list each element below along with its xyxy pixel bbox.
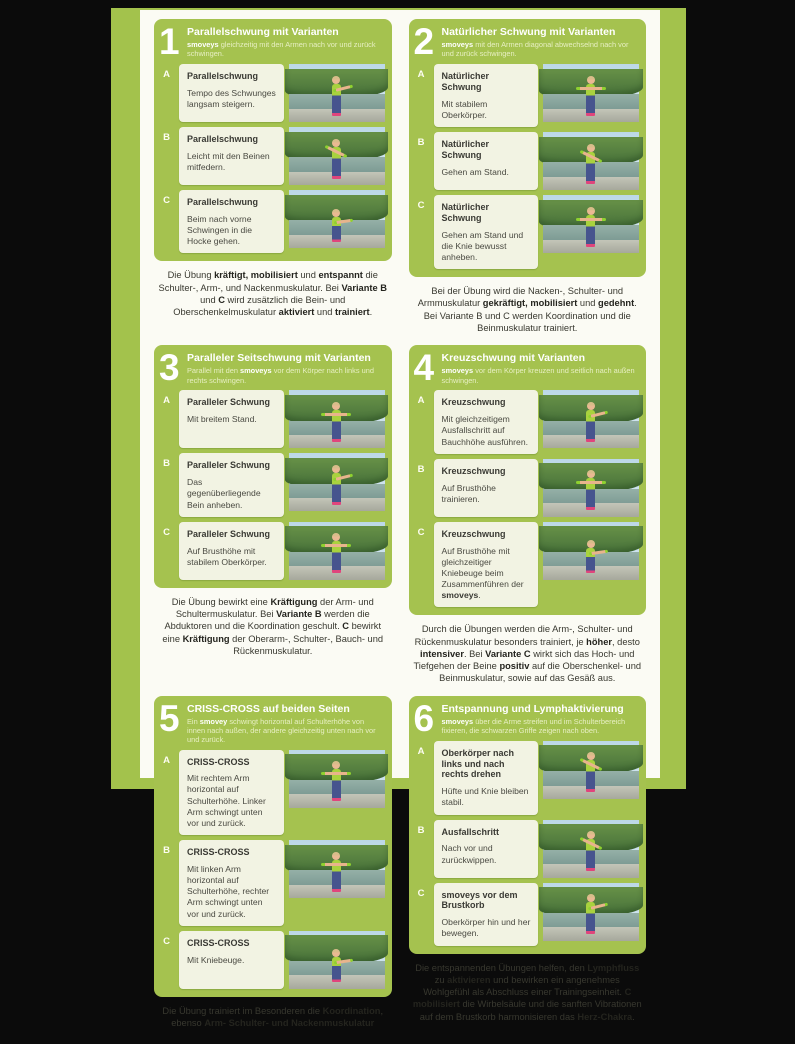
exercise-photo — [289, 453, 385, 511]
section-title: Parallelschwung mit Varianten — [187, 26, 339, 38]
section-2 — [409, 19, 647, 345]
section-subtitle: smoveys gleichzeitig mit den Armen nach vor und zurück schwingen. — [187, 40, 376, 59]
variant-name: Natürlicher Schwung — [441, 139, 490, 160]
variant-row-a — [414, 390, 640, 453]
variant-desc: Auf Brusthöhe mit gleichzeitiger Kniebeuge beim Zusammenführen der smoveys. — [441, 545, 524, 601]
variant-row-c — [414, 883, 640, 946]
section-5 — [154, 696, 392, 1041]
variant-desc: Nach vor und zurückwippen. — [441, 843, 497, 865]
exercise-photo — [289, 931, 385, 989]
variant-name: Paralleler Schwung — [187, 460, 271, 471]
variant-card — [179, 840, 284, 926]
section-number: 3 — [159, 347, 178, 389]
exercise-photo — [543, 522, 639, 580]
person-figure — [332, 957, 341, 982]
section-title: Kreuzschwung mit Varianten — [441, 352, 586, 365]
section-3 — [154, 345, 392, 695]
variant-row-b — [159, 127, 385, 185]
variant-desc: Mit Kniebeuge. — [187, 954, 245, 965]
variant-card — [179, 522, 284, 580]
variant-desc: Mit gleichzeitigem Ausfallschritt auf Bauchhöhe ausführen. — [441, 414, 528, 447]
section-6-panel — [409, 696, 647, 954]
exercise-photo — [543, 390, 639, 448]
variant-card — [179, 453, 284, 516]
variant-name: smoveys vor dem Brustkorb — [441, 889, 518, 911]
section-3-panel — [154, 345, 392, 587]
variant-card — [179, 127, 284, 185]
section-subtitle: Ein smovey schwingt horizontal auf Schulterhöhe von innen nach außen, der andere gleichzeitig unten nach vor und zurück. — [187, 716, 376, 745]
exercise-photo — [289, 390, 385, 448]
person-figure — [586, 410, 595, 442]
variant-card — [434, 132, 539, 190]
variant-desc: Das gegenüberliegende Bein anheben. — [187, 477, 261, 510]
variant-letter: C — [163, 526, 170, 538]
variant-row-a — [159, 750, 385, 836]
section-subtitle: smoveys mit den Armen diagonal abwechselnd nach vor und zurück schwingen. — [441, 40, 629, 59]
exercise-photo — [289, 64, 385, 122]
variant-desc: Mit rechtem Arm horizontal auf Schulterhöhe. Linker Arm schwingt unten vor und zurück. — [187, 773, 266, 828]
variant-card — [179, 390, 284, 448]
person-figure — [586, 478, 595, 510]
variant-letter: A — [417, 395, 425, 407]
variant-letter: A — [163, 69, 170, 81]
variant-row-b — [414, 820, 640, 878]
variant-letter: A — [417, 745, 425, 757]
variant-letter: A — [417, 69, 425, 81]
variant-desc: Gehen am Stand und die Knie bewusst anheben. — [441, 229, 524, 263]
variant-card — [179, 64, 284, 122]
variant-name: CRISS-CROSS — [187, 937, 250, 948]
exercise-photo — [543, 459, 639, 517]
variant-name: Natürlicher Schwung — [441, 202, 490, 223]
section-4-panel — [409, 345, 647, 615]
variant-row-c — [159, 190, 385, 253]
variant-letter: B — [417, 463, 425, 475]
variant-card — [179, 931, 284, 989]
variant-desc: Mit linken Arm horizontal auf Schulterhöhe, rechter Arm schwingt unten vor und zurück. — [187, 863, 270, 919]
variant-name: Parallelschwung — [187, 197, 259, 208]
variant-desc: Gehen am Stand. — [441, 166, 509, 177]
section-footer: Die Übung kräftigt, mobilisiert und entspannt die Schulter-, Arm-, und Nackenmuskulatur. Bei Variante B und C wird zusätzlich die Bein- und Oberschenkelmuskulatur aktiviert und trainiert. — [158, 270, 387, 318]
variant-row-b — [414, 132, 640, 190]
exercise-photo — [543, 820, 639, 878]
section-footer: Die entspannenden Übungen helfen, den Lymphfluss zu aktivieren und bewirken ein angenehmes Wohlgefühl als Abschluss einer Trainingseinheit. C mobilisiert die Wirbelsäule und die sanften Vibrationen auf dem Brustkorb harmonisieren das Herz-Chakra. — [412, 962, 642, 1022]
section-footer: Bei der Übung wird die Nacken-, Schulter- und Armmuskulatur gekräftigt, mobilisiert und gedehnt. Bei Variante B und C werden Koordination und die Beinmuskulatur trainiert. — [417, 286, 637, 333]
person-figure — [332, 84, 341, 116]
variant-letter: B — [417, 137, 425, 149]
exercise-sheet-page — [111, 8, 686, 1029]
exercise-photo — [289, 750, 385, 808]
section-number: 4 — [413, 347, 433, 389]
exercise-photo — [543, 132, 639, 190]
section-number: 6 — [413, 697, 433, 739]
variant-name: Paralleler Schwung — [187, 528, 271, 539]
variant-letter: A — [163, 754, 170, 766]
person-figure — [586, 760, 595, 792]
section-subtitle: smoveys vor dem Körper kreuzen und seitlich nach außen schwingen. — [441, 366, 635, 385]
variant-letter: B — [163, 132, 170, 144]
variant-name: Oberkörper nach links und nach rechts drehen — [441, 747, 515, 780]
variant-name: Kreuzschwung — [441, 465, 506, 476]
variant-desc: Auf Brusthöhe trainieren. — [441, 482, 496, 504]
person-figure — [332, 860, 341, 892]
variant-name: Parallelschwung — [187, 71, 259, 82]
person-figure — [332, 147, 341, 179]
exercise-photo — [289, 190, 385, 248]
section-subtitle: Parallel mit den smoveys vor dem Körper nach links und rechts schwingen. — [187, 366, 374, 385]
variant-row-a — [159, 390, 385, 448]
variant-name: Kreuzschwung — [441, 397, 506, 408]
variant-card — [179, 750, 284, 836]
variant-name: Paralleler Schwung — [187, 397, 271, 408]
person-figure — [332, 410, 341, 442]
person-figure — [586, 215, 595, 247]
exercise-photo — [289, 522, 385, 580]
variant-row-b — [159, 453, 385, 516]
variant-card — [434, 820, 539, 878]
variant-letter: B — [163, 845, 170, 857]
exercise-photo — [289, 127, 385, 185]
exercise-photo — [543, 883, 639, 941]
section-5-panel — [154, 696, 392, 997]
variant-letter: C — [417, 200, 425, 212]
variant-letter: C — [163, 195, 170, 207]
section-number: 1 — [159, 21, 178, 62]
variant-name: Natürlicher Schwung — [441, 71, 490, 92]
variant-name: Kreuzschwung — [441, 528, 506, 539]
variant-name: CRISS-CROSS — [187, 847, 250, 858]
person-figure — [332, 217, 341, 242]
section-footer: Die Übung trainiert im Besonderen die Koordination, ebenso Arm- Schulter- und Nackenmuskulatur — [162, 1005, 384, 1029]
variant-row-a — [159, 64, 385, 122]
exercise-photo — [543, 195, 639, 253]
sheet-white-area — [140, 10, 660, 1029]
variant-desc: Auf Brusthöhe mit stabilem Oberkörper. — [187, 545, 267, 567]
section-footer: Durch die Übungen werden die Arm-, Schulter- und Rückenmuskulatur besonders trainiert, je höher, desto intensiver. Bei Variante C wirkt sich das Hoch- und Tiefgehen der Beine positiv auf die Oberschenkel- und Beinmuskulatur, sowie auf das Gesäß aus. — [413, 624, 642, 684]
variant-card — [434, 64, 539, 127]
person-figure — [332, 769, 341, 801]
variant-card — [434, 459, 539, 517]
person-figure — [586, 839, 595, 871]
section-6 — [409, 696, 647, 1041]
variant-row-c — [159, 522, 385, 580]
exercise-photo — [543, 64, 639, 122]
variant-row-c — [159, 931, 385, 989]
section-1 — [154, 19, 392, 345]
variant-desc: Mit stabilem Oberkörper. — [441, 98, 488, 120]
person-figure — [586, 548, 595, 573]
exercise-photo — [289, 840, 385, 898]
sections-grid — [140, 10, 660, 1044]
variant-desc: Leicht mit den Beinen mitfedern. — [187, 150, 270, 173]
exercise-photo — [543, 741, 639, 799]
person-figure — [586, 902, 595, 934]
variant-letter: B — [417, 824, 425, 836]
variant-row-c — [414, 195, 640, 269]
variant-desc: Tempo des Schwunges langsam steigern. — [187, 87, 276, 110]
variant-letter: A — [163, 395, 170, 407]
section-2-panel — [409, 19, 647, 277]
variant-desc: Mit breitem Stand. — [187, 414, 257, 425]
variant-row-b — [159, 840, 385, 926]
section-title: Natürlicher Schwung mit Varianten — [441, 26, 616, 38]
section-number: 2 — [413, 21, 433, 62]
variant-letter: B — [163, 458, 170, 470]
variant-letter: C — [163, 935, 170, 947]
section-title: Entspannung und Lymphaktivierung — [441, 702, 624, 715]
person-figure — [332, 541, 341, 573]
variant-card — [434, 522, 539, 608]
section-4 — [409, 345, 647, 695]
variant-card — [434, 741, 539, 815]
variant-card — [179, 190, 284, 253]
person-figure — [586, 152, 595, 184]
variant-row-b — [414, 459, 640, 517]
variant-name: Ausfallschritt — [441, 826, 500, 837]
variant-card — [434, 195, 539, 269]
section-subtitle: smoveys über die Arme streifen und im Schulterbereich fixieren, die schwarzen Griffe zeigen nach oben. — [441, 716, 626, 735]
variant-desc: Beim nach vorne Schwingen in die Hocke gehen. — [187, 213, 252, 247]
variant-row-c — [414, 522, 640, 608]
variant-letter: C — [417, 887, 425, 899]
variant-card — [434, 883, 539, 946]
variant-desc: Hüfte und Knie bleiben stabil. — [441, 786, 529, 808]
variant-desc: Oberkörper hin und her bewegen. — [441, 917, 531, 939]
person-figure — [586, 84, 595, 116]
variant-name: CRISS-CROSS — [187, 756, 250, 767]
variant-row-a — [414, 64, 640, 127]
section-title: Paralleler Seitschwung mit Varianten — [187, 352, 371, 365]
variant-card — [434, 390, 539, 453]
section-title: CRISS-CROSS auf beiden Seiten — [187, 702, 350, 715]
variant-name: Parallelschwung — [187, 134, 259, 145]
variant-letter: C — [417, 526, 425, 538]
variant-row-a — [414, 741, 640, 815]
section-1-panel — [154, 19, 392, 261]
section-footer: Die Übung bewirkt eine Kräftigung der Arm- und Schultermuskulatur. Bei Variante B werden die Abduktoren und die Koordination geschult. C bewirkt eine Kräftigung der Oberarm-, Schulter-, Bauch- und Rückenmuskulatur. — [162, 596, 384, 656]
section-number: 5 — [159, 697, 178, 739]
person-figure — [332, 473, 341, 505]
